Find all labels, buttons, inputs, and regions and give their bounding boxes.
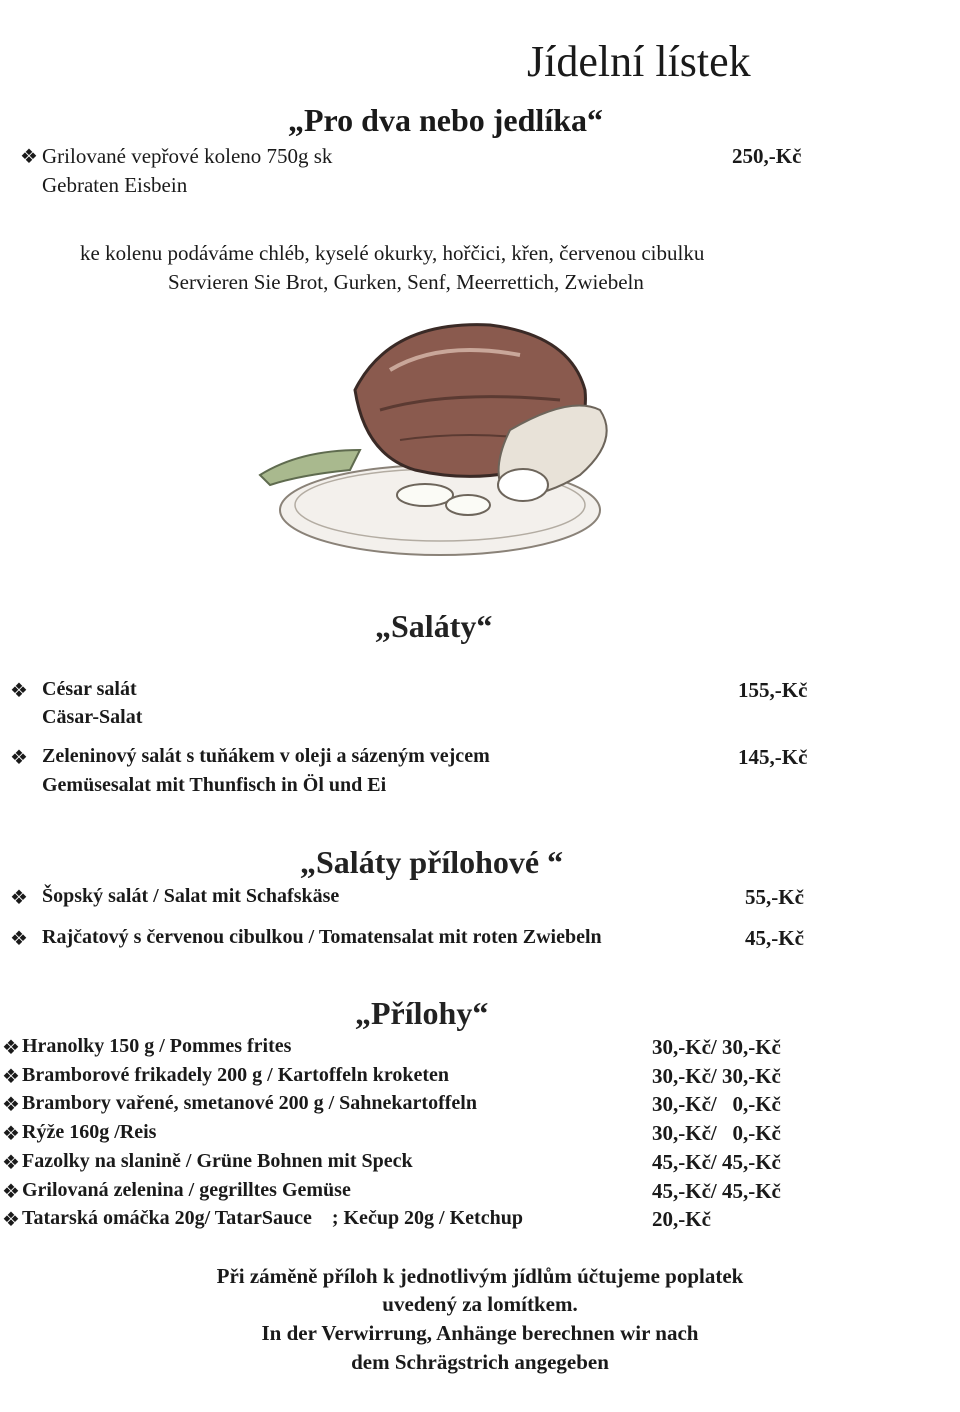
item-name-de: Gebraten Eisbein xyxy=(42,173,188,197)
side-salad-name: Rajčatový s červenou cibulkou / Tomatensalat mit roten Zwiebeln xyxy=(42,926,602,948)
salad-name-cz: César salát xyxy=(42,678,137,700)
side-name: Hranolky 150 g / Pommes frites xyxy=(22,1035,292,1057)
side-price: 20,-Kč xyxy=(652,1207,711,1231)
item-price: 250,-Kč xyxy=(732,144,802,168)
bullet-icon: ❖ xyxy=(10,928,28,950)
bullet-icon: ❖ xyxy=(20,146,38,168)
section-heading-sides: „Přílohy“ xyxy=(355,995,489,1031)
side-price: 45,-Kč/ 45,-Kč xyxy=(652,1150,781,1174)
side-price: 30,-Kč/ 0,-Kč xyxy=(652,1121,781,1145)
side-name: Brambory vařené, smetanové 200 g / Sahnekartoffeln xyxy=(22,1092,477,1114)
bullet-icon: ❖ xyxy=(2,1123,20,1145)
bullet-icon: ❖ xyxy=(2,1094,20,1116)
bullet-icon: ❖ xyxy=(2,1066,20,1088)
bullet-icon: ❖ xyxy=(10,680,28,702)
side-salad-price: 45,-Kč xyxy=(745,926,804,950)
side-salad-price: 55,-Kč xyxy=(745,885,804,909)
side-name: Bramborové frikadely 200 g / Kartoffeln kroketen xyxy=(22,1064,449,1086)
salad-name-cz: Zeleninový salát s tuňákem v oleji a sázeným vejcem xyxy=(42,745,490,767)
salad-price: 155,-Kč xyxy=(738,678,808,702)
salad-name-de: Gemüsesalat mit Thunfisch in Öl und Ei xyxy=(42,774,387,796)
bullet-icon: ❖ xyxy=(2,1037,20,1059)
side-price: 45,-Kč/ 45,-Kč xyxy=(652,1179,781,1203)
salad-name-de: Cäsar-Salat xyxy=(42,706,143,728)
bullet-icon: ❖ xyxy=(2,1152,20,1174)
side-name: Rýže 160g /Reis xyxy=(22,1121,157,1143)
salad-price: 145,-Kč xyxy=(738,745,808,769)
footer-note-line: Při záměně příloh k jednotlivým jídlům účtujeme poplatek xyxy=(216,1264,744,1288)
section-heading-for-two: „Pro dva nebo jedlíka“ xyxy=(288,102,603,138)
footer-note-line: uvedený za lomítkem. xyxy=(382,1292,578,1316)
bullet-icon: ❖ xyxy=(2,1181,20,1203)
bullet-icon: ❖ xyxy=(10,747,28,769)
side-name: Tatarská omáčka 20g/ TatarSauce ; Kečup 20g / Ketchup xyxy=(22,1207,523,1229)
pork-knuckle-illustration xyxy=(240,300,640,560)
side-price: 30,-Kč/ 30,-Kč xyxy=(652,1035,781,1059)
section-heading-salads: „Saláty“ xyxy=(375,608,493,644)
section-heading-side-salads: „Saláty přílohové “ xyxy=(300,844,564,880)
footer-note-line: dem Schrägstrich angegeben xyxy=(351,1350,609,1374)
item-name-cz: Grilované vepřové koleno 750g sk xyxy=(42,144,333,168)
side-salad-name: Šopský salát / Salat mit Schafskäse xyxy=(42,885,340,907)
side-price: 30,-Kč/ 30,-Kč xyxy=(652,1064,781,1088)
bullet-icon: ❖ xyxy=(10,887,28,909)
side-price: 30,-Kč/ 0,-Kč xyxy=(652,1092,781,1116)
bullet-icon: ❖ xyxy=(2,1209,20,1231)
footer-note-line: In der Verwirrung, Anhänge berechnen wir nach xyxy=(261,1321,699,1345)
side-name: Grilovaná zelenina / gegrilltes Gemüse xyxy=(22,1179,351,1201)
page-title: Jídelní lístek xyxy=(527,37,751,86)
side-name: Fazolky na slanině / Grüne Bohnen mit Speck xyxy=(22,1150,413,1172)
serving-note-cz: ke kolenu podáváme chléb, kyselé okurky, hořčici, křen, červenou cibulku xyxy=(80,241,705,265)
serving-note-de: Servieren Sie Brot, Gurken, Senf, Meerrettich, Zwiebeln xyxy=(168,270,644,294)
